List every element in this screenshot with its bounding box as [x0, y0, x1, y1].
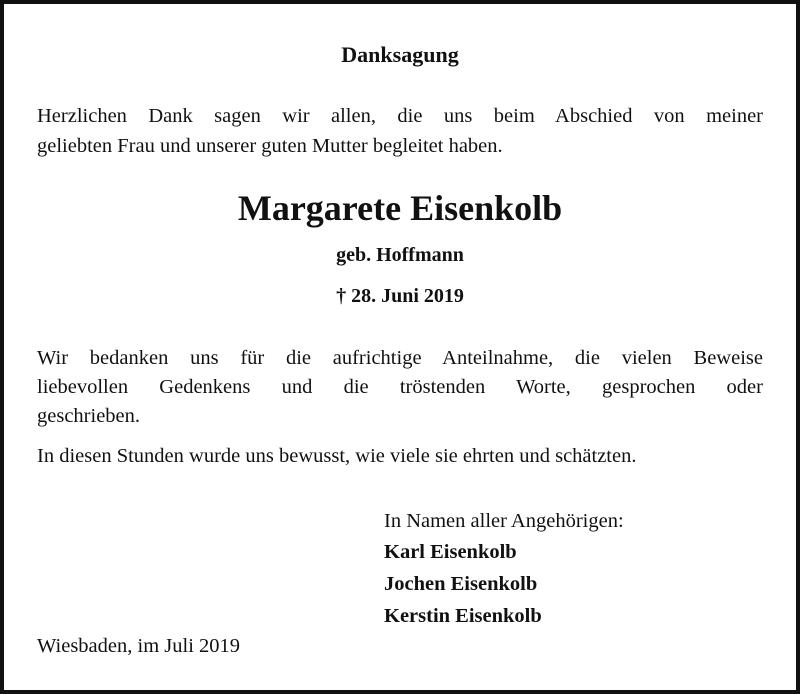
heading: Danksagung	[341, 42, 459, 67]
intro-line: geliebten Frau und unserer guten Mutter begleitet haben.	[37, 135, 503, 157]
place-date: Wiesbaden, im Juli 2019	[37, 635, 241, 657]
body-line: liebevollen Gedenkens und die tröstenden Worte, gesprochen oder	[37, 376, 763, 398]
body-line: geschrieben.	[37, 405, 141, 427]
birth-name: geb. Hoffmann	[336, 244, 464, 266]
signatory: Kerstin Eisenkolb	[384, 605, 542, 627]
closing: In diesen Stunden wurde uns bewusst, wie viele sie ehrten und schätzten.	[37, 445, 637, 467]
death-date	[4, 285, 796, 308]
deceased-name: Margarete Eisenkolb	[237, 188, 563, 228]
date: 28. Juni 2019	[351, 285, 464, 307]
body-line: Wir bedanken uns für die aufrichtige Anteilnahme, die vielen Beweise	[37, 347, 763, 369]
intro-line: Herzlichen Dank sagen wir allen, die uns beim Abschied von meiner	[37, 105, 763, 127]
cross-icon: †	[336, 285, 347, 307]
signature-intro: In Namen aller Angehörigen:	[384, 510, 624, 532]
signatory: Jochen Eisenkolb	[384, 573, 538, 595]
signatory: Karl Eisenkolb	[384, 541, 517, 563]
